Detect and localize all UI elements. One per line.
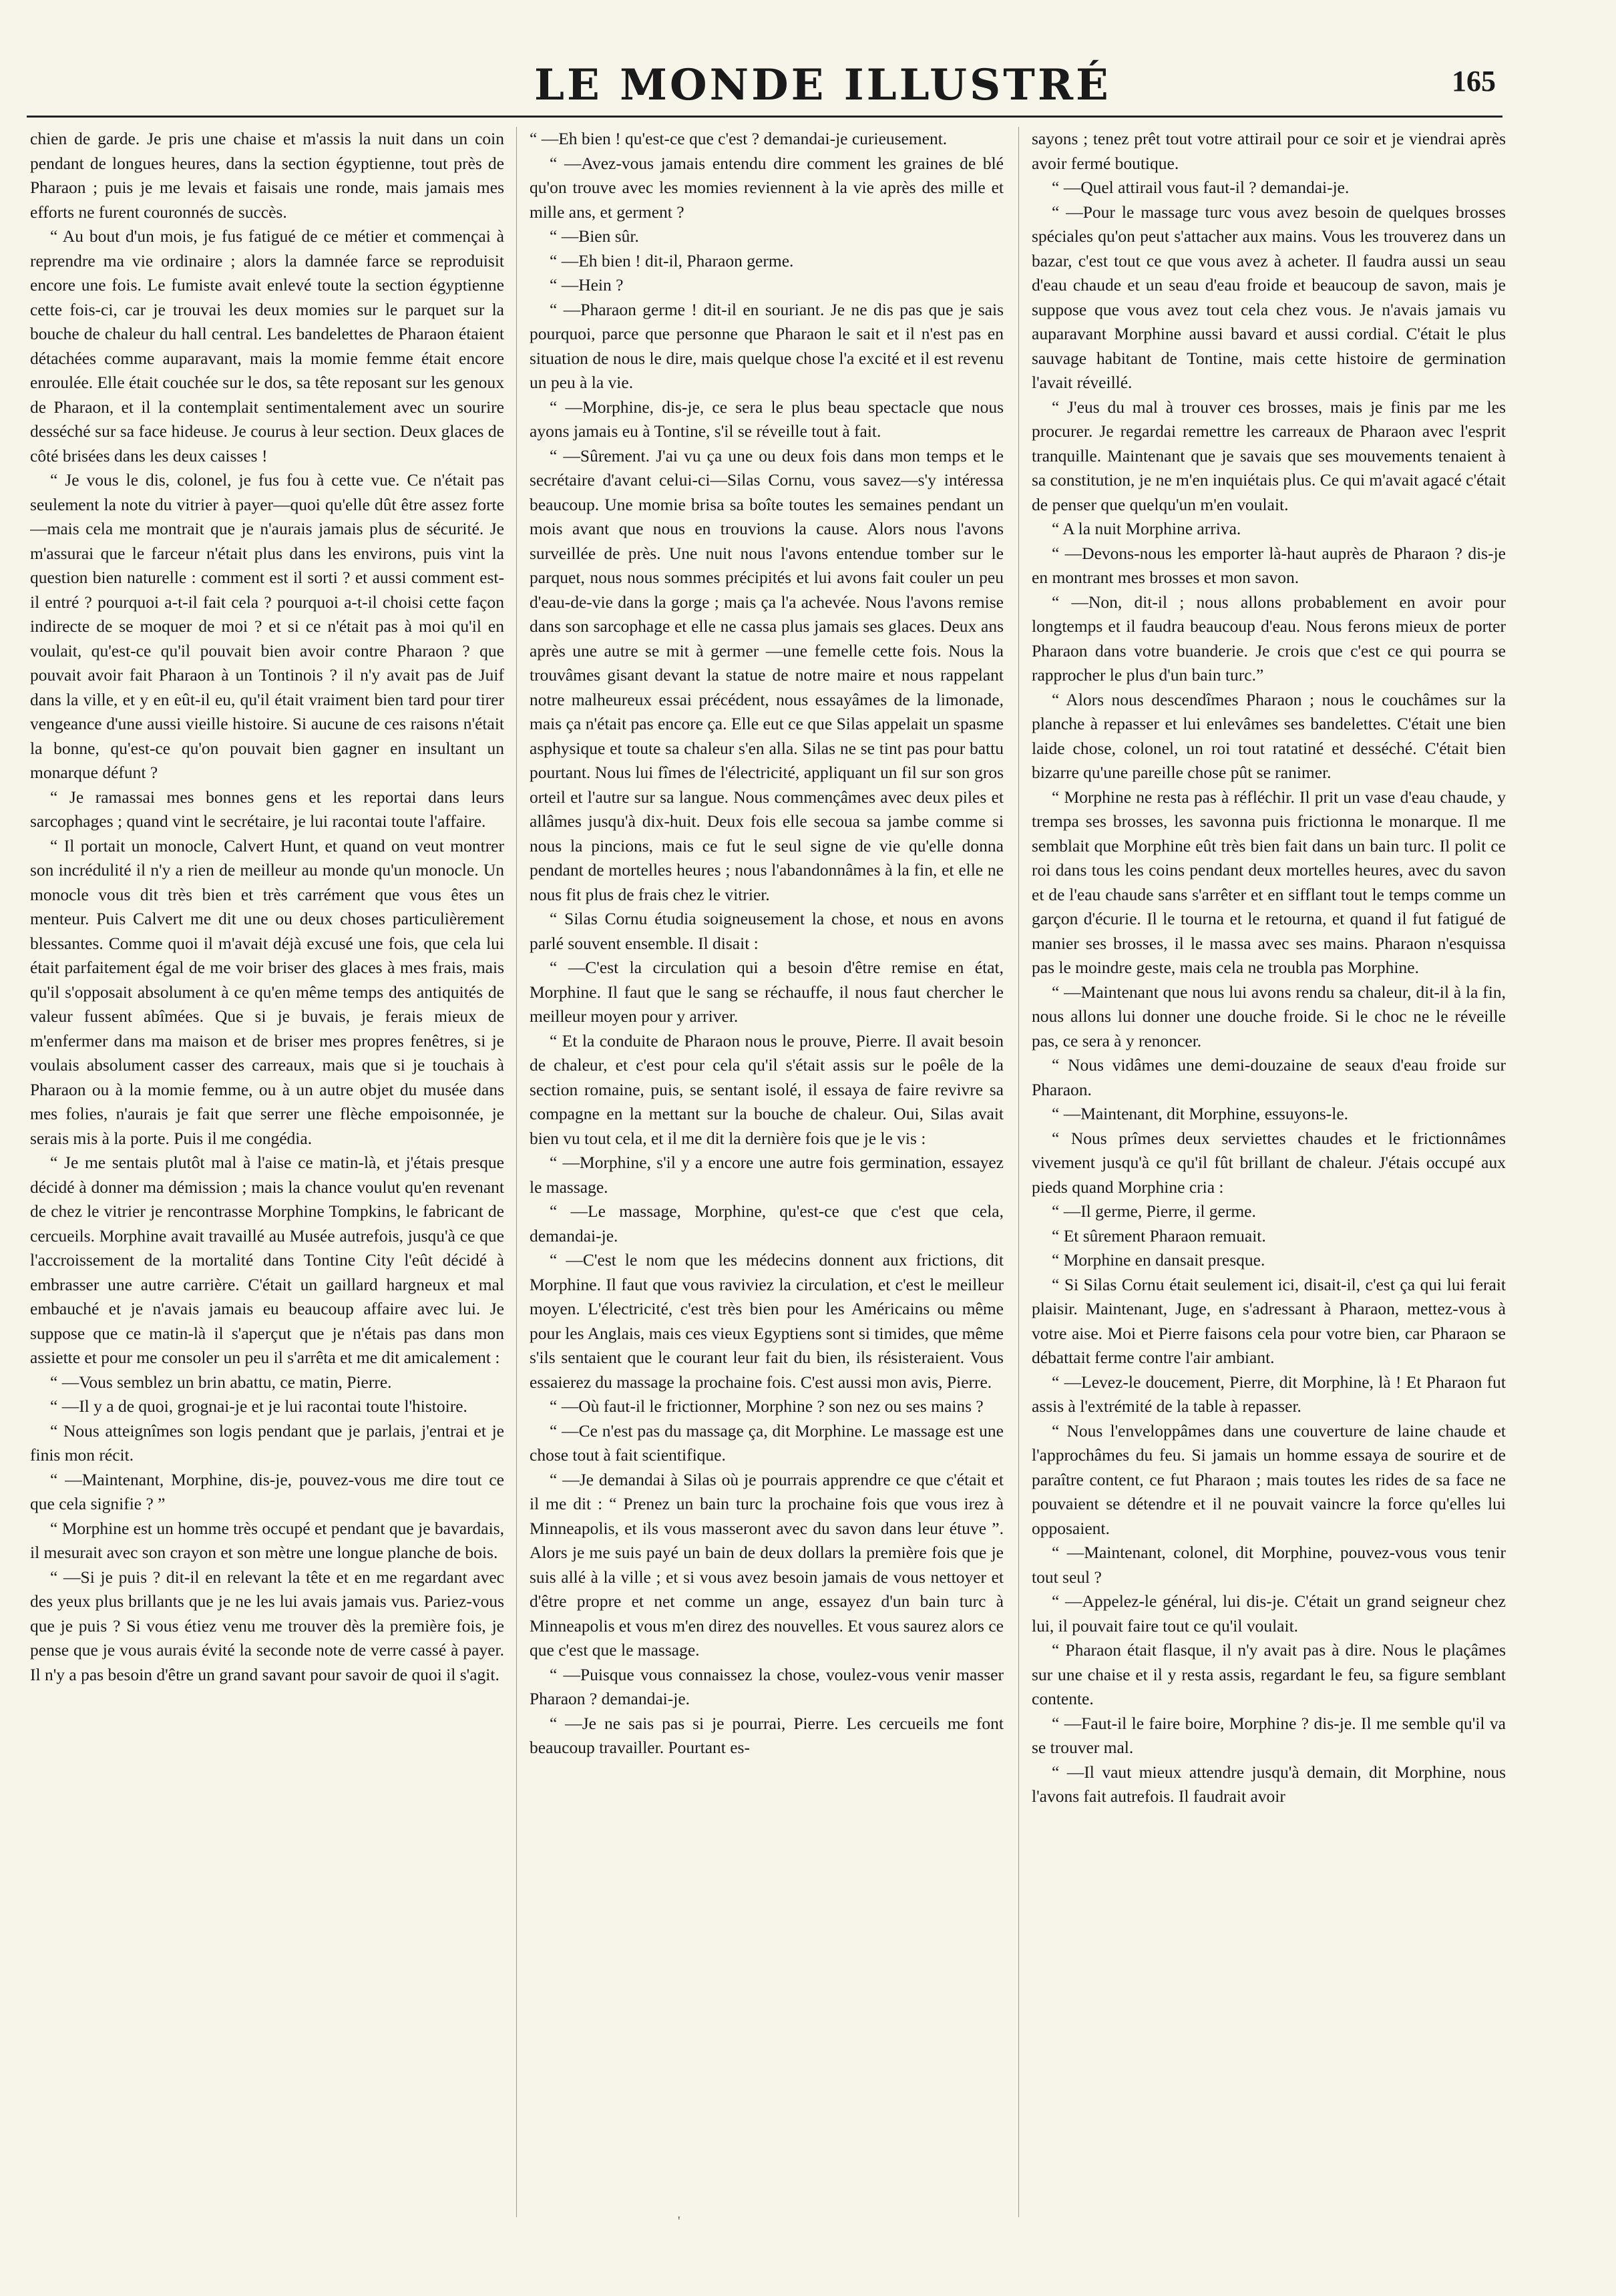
paragraph: “ —Quel attirail vous faut-il ? demandai-je. bbox=[1052, 178, 1350, 197]
text-column-3 bbox=[1032, 127, 1506, 2224]
paragraph: “ —Avez-vous jamais entendu dire comment les graines de blé qu'on trouve avec les momies reviennent à la vie après des mille et mille ans, et germent ? bbox=[530, 153, 1004, 222]
paragraph: “ —Je ne sais pas si je pourrai, Pierre. Les cercueils me font beaucoup travailler. Pourtant es- bbox=[530, 1713, 1004, 1757]
paragraph: “ —Il y a de quoi, grognai-je et je lui racontai toute l'histoire. bbox=[50, 1396, 467, 1416]
masthead-title: LE MONDE ILLUSTRÉ bbox=[534, 60, 1111, 110]
paragraph: “ Pharaon était flasque, il n'y avait pas à dire. Nous le plaçâmes sur une chaise et il y resta assis, regardant le feu, sa figure semblant contente. bbox=[1032, 1640, 1506, 1708]
column-divider bbox=[1018, 127, 1019, 2217]
text-column-1 bbox=[30, 127, 504, 2224]
page-header bbox=[27, 40, 1502, 114]
column-divider bbox=[516, 127, 517, 2217]
paragraph: “ —Levez-le doucement, Pierre, dit Morphine, là ! Et Pharaon fut assis à l'extrémité de la table à repasser. bbox=[1032, 1372, 1506, 1416]
paragraph: “ —Pour le massage turc vous avez besoin de quelques brosses spéciales qu'on peut s'attacher aux mains. Vous les trouverez dans un bazar, c'est tout ce que vous avez à acheter. Il faudra aussi un seau d'eau chaude et un seau d'eau froide et beaucoup de savon, mais je suppose que vous avez tout cela chez vous. Je n'avais jamais vu auparavant Morphine aussi bavard et aussi cordial. C'était le plus sauvage habitant de Tontine, mais cette histoire de germination l'avait réveillé. bbox=[1032, 202, 1506, 392]
paragraph: “ Au bout d'un mois, je fus fatigué de ce métier et commençai à reprendre ma vie ordinaire ; alors la damnée farce se reproduisit encore une fois. Le fumiste avait enlevé toute la section égyptienne cette fois-ci, car je trouvai les deux momies sur le parquet sur la bouche de chaleur du hall central. Les bandelettes de Pharaon étaient détachées comme auparavant, mais la momie femme était encore enroulée. Elle était couchée sur le dos, sa tête reposant sur les genoux de Pharaon, et il la contemplait sentimentalement avec un sourire desséché sur sa face hideuse. Je courus à leur section. Deux glaces de côté brisées dans les deux caisses ! bbox=[30, 226, 504, 465]
footer-mark: ' bbox=[678, 2214, 680, 2229]
paragraph: “ —Appelez-le général, lui dis-je. C'était un grand seigneur chez lui, il pouvait faire tout ce qu'il voulait. bbox=[1032, 1591, 1506, 1636]
paragraph: “ Nous atteignîmes son logis pendant que je parlais, j'entrai et je finis mon récit. bbox=[30, 1420, 504, 1465]
paragraph: “ Il portait un monocle, Calvert Hunt, et quand on veut montrer son incrédulité il n'y a rien de meilleur au monde qu'un monocle. Un monocle vous dit très bien et très carrément que vous êtes un menteur. Puis Calvert me dit une ou deux choses particulièrement blessantes. Comme quoi il m'avait déjà excusé une fois, que cela lui était parfaitement égal de me voir briser des glaces à mes frais, mais qu'il s'opposait absolument à ce qu'en même temps des antiquités de valeur fussent abîmées. Que si je buvais, je ferais mieux de m'enfermer dans ma maison et de briser mes propres fenêtres, si je voulais absolument casser des carreaux, mais que si je touchais à Pharaon ou à la momie femme, ou à un autre objet du musée dans mes folies, n'aurais je fait que serrer une flèche empoisonnée, je serais mis à la porte. Puis il me congédia. bbox=[30, 835, 504, 1148]
page-number: 165 bbox=[1452, 65, 1496, 98]
paragraph: “ —Non, dit-il ; nous allons probablement en avoir pour longtemps et il faudra beaucoup d'eau. Nous ferons mieux de porter Pharaon dans votre buanderie. Je crois que c'est ce qui pourra se rapprocher le plus d'un bain turc.” bbox=[1032, 592, 1506, 685]
paragraph: “ A la nuit Morphine arriva. bbox=[1052, 519, 1241, 538]
paragraph: “ Je ramassai mes bonnes gens et les reportai dans leurs sarcophages ; quand vint le secrétaire, je lui racontai toute l'affaire. bbox=[30, 787, 504, 831]
paragraph: “ —Morphine, s'il y a encore une autre fois germination, essayez le massage. bbox=[530, 1153, 1004, 1197]
paragraph: “ —Si je puis ? dit-il en relevant la tête et en me regardant avec des yeux plus brillants que je ne les lui avais jamais vus. Pariez-vous que je puis ? Si vous étiez venu me trouver dès la première fois, je pense que je vous aurais évité la seconde note de verre cassé à payer. Il n'y a pas besoin d'être un grand savant pour savoir de quoi il s'agit. bbox=[30, 1567, 504, 1684]
paragraph: “ J'eus du mal à trouver ces brosses, mais je finis par me les procurer. Je regardai remettre les carreaux de Pharaon avec l'esprit tranquille. Maintenant que je savais que ses mouvements tenaient à sa constitution, je ne m'en inquiétais plus. Ce qui m'avait agacé c'était de penser que quelqu'un m'en voulait. bbox=[1032, 397, 1506, 514]
header-rule bbox=[27, 116, 1502, 118]
paragraph: “ —Eh bien ! qu'est-ce que c'est ? demandai-je curieusement. bbox=[530, 129, 948, 148]
paragraph: “ —Eh bien ! dit-il, Pharaon germe. bbox=[550, 250, 794, 270]
paragraph: “ Et la conduite de Pharaon nous le prouve, Pierre. Il avait besoin de chaleur, et c'est pour cela qu'il s'était assis sur le poêle de la section romaine, puis, se sentant isolé, il essaya de faire revivre sa compagne en la mettant sur la bouche de chaleur. Oui, Silas avait bien vu tout cela, et il me dit la dernière fois que je le vis : bbox=[530, 1030, 1004, 1148]
paragraph: “ Je me sentais plutôt mal à l'aise ce matin-là, et j'étais presque décidé à donner ma démission ; mais la chance voulut qu'en revenant de chez le vitrier je rencontrasse Morphine Tompkins, le fabricant de cercueils. Morphine avait travaillé au Musée autrefois, jusqu'à ce que l'accroissement de la mortalité dans Tontine City l'eût décidé à embrasser une autre carrière. C'était un gaillard hargneux et mal embauché et je n'avais jamais eu beaucoup affaire avec lui. Je suppose que ce matin-là il s'aperçut que je n'étais pas dans mon assiette et pour me consoler un peu il s'arrêta et me dit amicalement : bbox=[30, 1153, 504, 1367]
paragraph: “ —Hein ? bbox=[550, 275, 624, 295]
paragraph: “ —C'est la circulation qui a besoin d'être remise en état, Morphine. Il faut que le sang se réchauffe, il nous faut chercher le meilleur moyen pour y arriver. bbox=[530, 958, 1004, 1026]
paragraph: “ —Maintenant que nous lui avons rendu sa chaleur, dit-il à la fin, nous allons lui donner une douche froide. Si le choc ne le réveille pas, ce sera à y renoncer. bbox=[1032, 982, 1506, 1050]
paragraph: “ —Vous semblez un brin abattu, ce matin, Pierre. bbox=[50, 1372, 392, 1392]
paragraph: “ —Devons-nous les emporter là-haut auprès de Pharaon ? dis-je en montrant mes brosses et mon savon. bbox=[1032, 543, 1506, 587]
paragraph: “ Si Silas Cornu était seulement ici, disait-il, c'est ça qui lui ferait plaisir. Maintenant, Juge, en s'adressant à Pharaon, mettez-vous à votre aise. Moi et Pierre faisons cela pour votre bien, car Pharaon se débattait ferme contre l'air ambiant. bbox=[1032, 1274, 1506, 1367]
paragraph: “ —Il germe, Pierre, il germe. bbox=[1052, 1201, 1256, 1221]
paragraph: “ Alors nous descendîmes Pharaon ; nous le couchâmes sur la planche à repasser et lui enlevâmes ses bandelettes. C'était une bien laide chose, colonel, un roi tout ratatiné et desséché. C'était bien bizarre qu'une pareille chose pût se ranimer. bbox=[1032, 689, 1506, 782]
paragraph: “ —Sûrement. J'ai vu ça une ou deux fois dans mon temps et le secrétaire d'avant celui-ci—Silas Cornu, vous savez—s'y intéressa beaucoup. Une momie brisa sa boîte toutes les semaines pendant un mois avant que nous en trouvions la cause. Alors nous l'avons surveillée de près. Une nuit nous l'avons entendue tomber sur le parquet, nous nous sommes précipités et lui avons fait couler un peu d'eau-de-vie dans la gorge ; mais ça l'a achevée. Nous l'avons remise dans son sarcophage et elle ne cassa plus jamais ses glaces. Deux ans après une autre se mit à germer —une femelle cette fois. Nous la trouvâmes gisant devant la statue de notre maire et nous rappelant notre malheureux essai précédent, nous essayâmes de la limonade, mais ça n'était pas encore ça. Elle eut ce que Silas appelait un spasme asphysique et toute sa chaleur s'en alla. Silas ne se tint pas pour battu pourtant. Nous lui fîmes de l'électricité, appliquant un fil sur son gros orteil et l'autre sur sa langue. Nous commençâmes avec deux piles et allâmes jusqu'à dix-huit. Deux fois elle secoua sa jambe comme si nous la pincions, mais ce fut le seul signe de vie qu'elle donna pendant de mortelles heures ; nous l'abandonnâmes à la fin, et elle ne nous fit plus de frais chez le vitrier. bbox=[530, 445, 1004, 904]
text-column-2 bbox=[530, 127, 1004, 2224]
paragraph: sayons ; tenez prêt tout votre attirail pour ce soir et je viendrai après avoir fermé boutique. bbox=[1032, 129, 1506, 173]
paragraph: “ —Je demandai à Silas où je pourrais apprendre ce que c'était et il me dit : “ Prenez un bain turc la prochaine fois que vous irez à Minneapolis, et ils vous masseront avec du savon dans leur étuve ”. Alors je me suis payé un bain de deux dollars la première fois que je suis allé à la ville ; et si vous avez besoin jamais de vous nettoyer et d'être propre et net comme un ange, essayez d'un bain turc à Minneapolis et vous m'en direz des nouvelles. Et vous saurez alors ce que c'est que le massage. bbox=[530, 1469, 1004, 1660]
paragraph: “ —Morphine, dis-je, ce sera le plus beau spectacle que nous ayons jamais eu à Tontine, s'il se réveille tout à fait. bbox=[530, 397, 1004, 441]
paragraph: “ —Maintenant, colonel, dit Morphine, pouvez-vous vous tenir tout seul ? bbox=[1032, 1543, 1506, 1587]
paragraph: “ Et sûrement Pharaon remuait. bbox=[1052, 1225, 1266, 1246]
paragraph: “ —Il vaut mieux attendre jusqu'à demain, dit Morphine, nous l'avons fait autrefois. Il faudrait avoir bbox=[1032, 1762, 1506, 1806]
paragraph: “ Morphine ne resta pas à réfléchir. Il prit un vase d'eau chaude, y trempa ses brosses, les savonna puis frictionna le monarque. Il me semblait que Morphine eût très bien fait dans un bain turc. Il polit ce roi dans tous les coins pendant deux mortelles heures, avec du savon et de l'eau chaude sans s'arrêter et en sifflant tout le temps comme un garçon d'écurie. Il le tourna et le retourna, et quand il fut fatigué de manier ses brosses, il le massa avec ses mains. Pharaon n'esquissa pas le moindre geste, mais cela ne troubla pas Morphine. bbox=[1032, 787, 1506, 977]
paragraph: “ Nous l'enveloppâmes dans une couverture de laine chaude et l'approchâmes du feu. Si jamais un homme essaya de sourire et de paraître content, ce fut Pharaon ; mais toutes les rides de sa face ne pouvaient se détendre et il ne pouvait vaincre la force qu'elles lui opposaient. bbox=[1032, 1420, 1506, 1538]
paragraph: “ —Bien sûr. bbox=[550, 226, 639, 246]
paragraph: “ Je vous le dis, colonel, je fus fou à cette vue. Ce n'était pas seulement la note du vitrier à payer—quoi qu'elle dût être assez forte—mais cela me montrait que je n'aurais jamais plus de sécurité. Je m'assurai que le farceur n'était plus dans les environs, puis vint la question bien naturelle : comment est il sorti ? et aussi comment est-il entré ? pourquoi a-t-il fait cela ? pourquoi a-t-il choisi cette façon indirecte de se moquer de moi ? et si ce n'était pas à moi qu'il en voulait, qu'est-ce qu'il pouvait bien avoir contre Pharaon ? que pouvait avoir fait Pharaon à un Tontinois ? il n'y avait pas de Juif dans la ville, et y en eût-il eu, qu'il était vraiment bien tard pour tirer vengeance d'une aussi vieille histoire. Si aucune de ces raisons n'était la bonne, qu'est-ce qu'on pouvait bien gagner en insultant un monarque défunt ? bbox=[30, 470, 504, 782]
paragraph: “ Silas Cornu étudia soigneusement la chose, et nous en avons parlé souvent ensemble. Il disait : bbox=[530, 909, 1004, 953]
paragraph: “ —C'est le nom que les médecins donnent aux frictions, dit Morphine. Il faut que vous raviviez la circulation, et c'est le meilleur moyen. L'électricité, c'est très bien pour les Américains ou même pour les Anglais, mais ces vieux Egyptiens sont si timides, que même s'ils sentaient que le courant leur fait du bien, ils résisteraient. Vous essaierez du massage la prochaine fois. C'est aussi mon avis, Pierre. bbox=[530, 1250, 1004, 1392]
paragraph: “ —Ce n'est pas du massage ça, dit Morphine. Le massage est une chose tout à fait scientifique. bbox=[530, 1420, 1004, 1465]
paragraph: “ —Puisque vous connaissez la chose, voulez-vous venir masser Pharaon ? demandai-je. bbox=[530, 1664, 1004, 1708]
paragraph: “ Morphine est un homme très occupé et pendant que je bavardais, il mesurait avec son crayon et son mètre une longue planche de bois. bbox=[30, 1518, 504, 1562]
paragraph: “ Nous vidâmes une demi-douzaine de seaux d'eau froide sur Pharaon. bbox=[1032, 1055, 1506, 1099]
paragraph: “ Nous prîmes deux serviettes chaudes et le frictionnâmes vivement jusqu'à ce qu'il fût brillant de chaleur. J'étais occupé aux pieds quand Morphine cria : bbox=[1032, 1128, 1506, 1197]
paragraph: “ —Maintenant, Morphine, dis-je, pouvez-vous me dire tout ce que cela signifie ? ” bbox=[30, 1469, 504, 1513]
paragraph: “ —Pharaon germe ! dit-il en souriant. Je ne dis pas que je sais pourquoi, parce que personne que Pharaon le sait et il n'est pas en situation de nous le dire, mais quelque chose l'a excité et il est revenu un peu à la vie. bbox=[530, 299, 1004, 392]
paragraph: “ —Où faut-il le frictionner, Morphine ? son nez ou ses mains ? bbox=[550, 1396, 984, 1416]
paragraph: “ —Faut-il le faire boire, Morphine ? dis-je. Il me semble qu'il va se trouver mal. bbox=[1032, 1713, 1506, 1757]
paragraph: chien de garde. Je pris une chaise et m'assis la nuit dans un coin pendant de longues heures, dans la section égyptienne, tout près de Pharaon ; puis je me levais et faisais une ronde, mais jamais mes efforts ne furent couronnés de succès. bbox=[30, 129, 504, 222]
paragraph: “ —Le massage, Morphine, qu'est-ce que c'est que cela, demandai-je. bbox=[530, 1201, 1004, 1246]
paragraph: “ —Maintenant, dit Morphine, essuyons-le. bbox=[1052, 1104, 1349, 1123]
paragraph: “ Morphine en dansait presque. bbox=[1052, 1250, 1265, 1270]
